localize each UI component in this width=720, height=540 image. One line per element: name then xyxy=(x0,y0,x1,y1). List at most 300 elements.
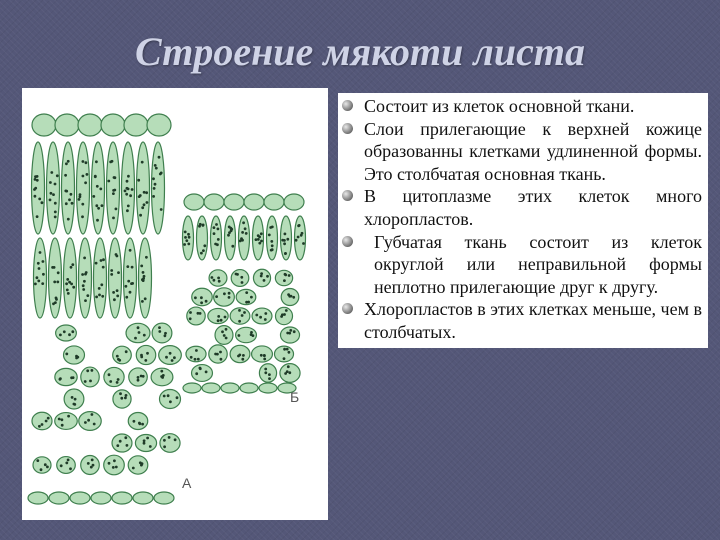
chloroplast-dot xyxy=(141,161,144,164)
chloroplast-dot xyxy=(117,378,120,381)
spongy-cell xyxy=(128,413,148,430)
chloroplast-dot xyxy=(199,223,202,226)
chloroplast-dot xyxy=(86,369,89,372)
chloroplast-dot xyxy=(52,193,55,196)
chloroplast-dot xyxy=(139,214,142,217)
chloroplast-dot xyxy=(108,373,111,376)
chloroplast-dot xyxy=(71,396,74,399)
chloroplast-dot xyxy=(49,199,52,202)
chloroplast-dot xyxy=(113,176,116,179)
chloroplast-dot xyxy=(171,359,174,362)
spongy-cell xyxy=(275,307,292,324)
chloroplast-dot xyxy=(37,262,40,265)
chloroplast-dot xyxy=(152,195,155,198)
chloroplast-dot xyxy=(129,249,132,252)
chloroplast-dot xyxy=(213,226,216,229)
chloroplast-dot xyxy=(264,371,267,374)
chloroplast-dot xyxy=(89,380,92,383)
chloroplast-dot xyxy=(98,287,101,290)
chloroplast-dot xyxy=(67,459,70,462)
chloroplast-dot xyxy=(110,273,113,276)
chloroplast-dot xyxy=(146,201,149,204)
epidermis-cell xyxy=(147,114,171,136)
chloroplast-dot xyxy=(301,232,304,235)
chloroplast-dot xyxy=(101,204,104,207)
spongy-cell xyxy=(187,307,205,325)
chloroplast-dot xyxy=(127,188,130,191)
chloroplast-dot xyxy=(197,312,200,315)
chloroplast-dot xyxy=(165,356,168,359)
leaf-mesophyll-illustration xyxy=(22,88,328,520)
chloroplast-dot xyxy=(81,203,84,206)
chloroplast-dot xyxy=(131,266,134,269)
spongy-cell xyxy=(81,456,100,475)
epidermis-cell xyxy=(240,383,258,393)
bullet-icon xyxy=(342,190,353,201)
chloroplast-dot xyxy=(285,309,288,312)
chloroplast-dot xyxy=(160,370,163,373)
spongy-cell xyxy=(259,364,276,383)
chloroplast-dot xyxy=(87,419,90,422)
chloroplast-dot xyxy=(92,464,95,467)
bullet-item xyxy=(364,231,702,299)
chloroplast-dot xyxy=(217,238,220,241)
chloroplast-dot xyxy=(224,316,227,319)
palisade-cell xyxy=(295,216,306,260)
leaf-section-drawing xyxy=(22,88,328,520)
chloroplast-dot xyxy=(238,320,241,323)
chloroplast-dot xyxy=(95,160,98,163)
chloroplast-dot xyxy=(263,354,266,357)
spongy-cell xyxy=(192,365,213,382)
palisade-cell xyxy=(107,142,120,234)
chloroplast-dot xyxy=(82,288,85,291)
chloroplast-dot xyxy=(79,193,82,196)
chloroplast-dot xyxy=(283,279,286,282)
chloroplast-dot xyxy=(126,209,129,212)
chloroplast-dot xyxy=(56,281,59,284)
chloroplast-dot xyxy=(264,312,267,315)
chloroplast-dot xyxy=(183,243,186,246)
chloroplast-dot xyxy=(71,202,74,205)
chloroplast-dot xyxy=(53,281,56,284)
chloroplast-dot xyxy=(142,277,145,280)
chloroplast-dot xyxy=(93,423,96,426)
chloroplast-dot xyxy=(42,260,45,263)
chloroplast-dot xyxy=(125,394,128,397)
chloroplast-dot xyxy=(65,162,68,165)
spongy-cell xyxy=(113,346,132,364)
chloroplast-dot xyxy=(266,275,269,278)
chloroplast-dot xyxy=(268,377,271,380)
epidermis-cell xyxy=(183,383,201,393)
chloroplast-dot xyxy=(169,400,172,403)
chloroplast-dot xyxy=(95,204,98,207)
chloroplast-dot xyxy=(142,271,145,274)
slide-title: Строение мякоти листа xyxy=(134,29,586,74)
chloroplast-dot xyxy=(84,380,87,383)
chloroplast-dot xyxy=(154,164,157,167)
chloroplast-dot xyxy=(41,201,44,204)
chloroplast-dot xyxy=(250,296,253,299)
chloroplast-dot xyxy=(292,296,295,299)
chloroplast-dot xyxy=(109,161,112,164)
chloroplast-dot xyxy=(239,240,242,243)
chloroplast-dot xyxy=(173,356,176,359)
chloroplast-dot xyxy=(250,331,253,334)
chloroplast-dot xyxy=(286,370,289,373)
chloroplast-dot xyxy=(54,183,57,186)
chloroplast-dot xyxy=(145,256,148,259)
chloroplast-dot xyxy=(169,352,172,355)
spongy-cell xyxy=(275,270,292,285)
bullet-list xyxy=(364,95,702,344)
chloroplast-dot xyxy=(95,296,98,299)
chloroplast-dot xyxy=(67,415,70,418)
chloroplast-dot xyxy=(199,367,202,370)
chloroplast-dot xyxy=(155,167,158,170)
chloroplast-dot xyxy=(47,417,50,420)
chloroplast-dot xyxy=(36,215,39,218)
chloroplast-dot xyxy=(66,278,69,281)
chloroplast-dot xyxy=(68,198,71,201)
chloroplast-dot xyxy=(138,331,141,334)
spongy-cell xyxy=(135,435,156,452)
chloroplast-dot xyxy=(188,236,191,239)
epidermis-cell xyxy=(221,383,239,393)
chloroplast-dot xyxy=(66,289,69,292)
chloroplast-dot xyxy=(302,242,305,245)
bullet-icon xyxy=(342,236,353,247)
epidermis-cell xyxy=(202,383,220,393)
chloroplast-dot xyxy=(72,286,75,289)
chloroplast-dot xyxy=(200,301,203,304)
chloroplast-dot xyxy=(131,188,134,191)
chloroplast-dot xyxy=(55,298,58,301)
epidermis-cell xyxy=(284,194,304,210)
chloroplast-dot xyxy=(231,245,234,248)
chloroplast-dot xyxy=(67,218,70,221)
chloroplast-dot xyxy=(116,355,119,358)
chloroplast-dot xyxy=(81,273,84,276)
chloroplast-dot xyxy=(290,295,293,298)
chloroplast-dot xyxy=(125,193,128,196)
chloroplast-dot xyxy=(218,280,221,283)
chloroplast-dot xyxy=(46,466,49,469)
bullet-text: В цитоплазме этих клеток много хлоропластов. xyxy=(364,186,702,229)
chloroplast-dot xyxy=(286,348,289,351)
chloroplast-dot xyxy=(140,354,143,357)
chloroplast-dot xyxy=(137,326,140,329)
chloroplast-dot xyxy=(137,179,140,182)
chloroplast-dot xyxy=(203,244,206,247)
chloroplast-dot xyxy=(112,192,115,195)
chloroplast-dot xyxy=(228,292,231,295)
chloroplast-dot xyxy=(115,208,118,211)
chloroplast-dot xyxy=(68,281,71,284)
chloroplast-dot xyxy=(120,397,123,400)
chloroplast-dot xyxy=(158,330,161,333)
chloroplast-dot xyxy=(270,240,273,243)
chloroplast-dot xyxy=(184,236,187,239)
chloroplast-dot xyxy=(115,466,118,469)
chloroplast-dot xyxy=(84,181,87,184)
chloroplast-dot xyxy=(149,445,152,448)
chloroplast-dot xyxy=(241,231,244,234)
palisade-cell xyxy=(77,142,90,234)
chloroplast-dot xyxy=(125,350,128,353)
chloroplast-dot xyxy=(230,229,233,232)
chloroplast-dot xyxy=(287,365,290,368)
chloroplast-dot xyxy=(82,284,85,287)
chloroplast-dot xyxy=(235,273,238,276)
bullet-item xyxy=(364,95,702,118)
chloroplast-dot xyxy=(241,358,244,361)
chloroplast-dot xyxy=(227,234,230,237)
chloroplast-dot xyxy=(283,242,286,245)
chloroplast-dot xyxy=(102,266,105,269)
chloroplast-dot xyxy=(50,192,53,195)
chloroplast-dot xyxy=(65,202,68,205)
spongy-cell xyxy=(252,346,273,362)
chloroplast-dot xyxy=(154,183,157,186)
chloroplast-dot xyxy=(237,355,240,358)
chloroplast-dot xyxy=(217,315,220,318)
chloroplast-dot xyxy=(197,358,200,361)
chloroplast-dot xyxy=(84,299,87,302)
chloroplast-dot xyxy=(36,276,39,279)
chloroplast-dot xyxy=(126,180,129,183)
chloroplast-dot xyxy=(34,283,37,286)
epidermis-cell xyxy=(78,114,102,136)
chloroplast-dot xyxy=(137,379,140,382)
chloroplast-dot xyxy=(116,295,119,298)
chloroplast-dot xyxy=(143,439,146,442)
chloroplast-dot xyxy=(205,371,208,374)
chloroplast-dot xyxy=(92,195,95,198)
chloroplast-dot xyxy=(139,194,142,197)
chloroplast-dot xyxy=(228,226,231,229)
epidermis-cell xyxy=(133,492,153,504)
chloroplast-dot xyxy=(264,318,267,321)
chloroplast-dot xyxy=(45,420,48,423)
epidermis-cell xyxy=(28,492,48,504)
chloroplast-dot xyxy=(215,295,218,298)
chloroplast-dot xyxy=(127,280,130,283)
palisade-cell xyxy=(49,238,62,318)
chloroplast-dot xyxy=(217,319,220,322)
chloroplast-dot xyxy=(110,269,113,272)
palisade-cell xyxy=(79,238,92,318)
chloroplast-dot xyxy=(160,208,163,211)
epidermis-cell xyxy=(244,194,264,210)
chloroplast-dot xyxy=(143,203,146,206)
chloroplast-dot xyxy=(160,375,163,378)
chloroplast-dot xyxy=(164,332,167,335)
chloroplast-dot xyxy=(54,202,57,205)
spongy-cell xyxy=(253,269,270,286)
chloroplast-dot xyxy=(112,189,115,192)
chloroplast-dot xyxy=(127,175,130,178)
chloroplast-dot xyxy=(260,275,263,278)
chloroplast-dot xyxy=(257,238,260,241)
chloroplast-dot xyxy=(243,311,246,314)
chloroplast-dot xyxy=(34,187,37,190)
chloroplast-dot xyxy=(259,316,262,319)
chloroplast-dot xyxy=(137,376,140,379)
chloroplast-dot xyxy=(217,228,220,231)
chloroplast-dot xyxy=(113,459,116,462)
chloroplast-dot xyxy=(168,436,171,439)
chloroplast-dot xyxy=(96,185,99,188)
epidermis-cell xyxy=(154,492,174,504)
chloroplast-dot xyxy=(263,279,266,282)
chloroplast-dot xyxy=(268,234,271,237)
chloroplast-dot xyxy=(260,354,263,357)
chloroplast-dot xyxy=(260,272,263,275)
spongy-cell xyxy=(57,457,76,474)
chloroplast-dot xyxy=(202,224,205,227)
chloroplast-dot xyxy=(132,467,135,470)
chloroplast-dot xyxy=(257,234,260,237)
chloroplast-dot xyxy=(117,271,120,274)
spongy-cell xyxy=(79,412,101,431)
chloroplast-dot xyxy=(65,462,68,465)
chloroplast-dot xyxy=(140,265,143,268)
chloroplast-dot xyxy=(211,276,214,279)
palisade-cell xyxy=(139,238,152,318)
chloroplast-dot xyxy=(70,266,73,269)
chloroplast-dot xyxy=(252,334,255,337)
chloroplast-dot xyxy=(116,381,119,384)
chloroplast-dot xyxy=(97,207,100,210)
chloroplast-dot xyxy=(174,438,177,441)
spongy-cell xyxy=(252,308,272,324)
chloroplast-dot xyxy=(287,293,290,296)
bullet-text-box xyxy=(338,93,708,348)
chloroplast-dot xyxy=(91,413,94,416)
chloroplast-dot xyxy=(195,349,198,352)
chloroplast-dot xyxy=(49,181,52,184)
chloroplast-dot xyxy=(78,198,81,201)
epidermis-cell xyxy=(204,194,224,210)
figure-label-b: Б xyxy=(290,389,300,405)
chloroplast-dot xyxy=(144,297,147,300)
chloroplast-dot xyxy=(38,425,41,428)
chloroplast-dot xyxy=(44,463,47,466)
chloroplast-dot xyxy=(245,301,248,304)
chloroplast-dot xyxy=(217,277,220,280)
chloroplast-dot xyxy=(219,351,222,354)
chloroplast-dot xyxy=(54,216,57,219)
chloroplast-dot xyxy=(288,274,291,277)
epidermis-cell xyxy=(101,114,125,136)
chloroplast-dot xyxy=(146,352,149,355)
chloroplast-dot xyxy=(100,259,103,262)
epidermis-cell xyxy=(112,492,132,504)
palisade-cell xyxy=(109,238,122,318)
chloroplast-dot xyxy=(101,295,104,298)
chloroplast-dot xyxy=(245,232,248,235)
chloroplast-dot xyxy=(119,440,122,443)
chloroplast-dot xyxy=(51,266,54,269)
bullet-item xyxy=(364,185,702,230)
palisade-cell xyxy=(32,142,45,234)
chloroplast-dot xyxy=(100,283,103,286)
chloroplast-dot xyxy=(86,294,89,297)
chloroplast-dot xyxy=(163,439,166,442)
chloroplast-dot xyxy=(143,191,146,194)
chloroplast-dot xyxy=(113,298,116,301)
chloroplast-dot xyxy=(289,329,292,332)
chloroplast-dot xyxy=(82,175,85,178)
chloroplast-dot xyxy=(244,227,247,230)
chloroplast-dot xyxy=(190,356,193,359)
chloroplast-dot xyxy=(269,226,272,229)
chloroplast-dot xyxy=(67,160,70,163)
chloroplast-dot xyxy=(205,300,208,303)
chloroplast-dot xyxy=(283,348,286,351)
chloroplast-dot xyxy=(281,239,284,242)
chloroplast-dot xyxy=(220,319,223,322)
chloroplast-dot xyxy=(125,285,128,288)
chloroplast-dot xyxy=(70,193,73,196)
chloroplast-dot xyxy=(69,467,72,470)
chloroplast-dot xyxy=(263,358,266,361)
chloroplast-dot xyxy=(126,444,129,447)
chloroplast-dot xyxy=(200,296,203,299)
chloroplast-dot xyxy=(73,403,76,406)
chloroplast-dot xyxy=(184,231,187,234)
spongy-cell xyxy=(33,457,51,473)
chloroplast-dot xyxy=(281,313,284,316)
chloroplast-dot xyxy=(202,249,205,252)
chloroplast-dot xyxy=(38,267,41,270)
chloroplast-dot xyxy=(255,238,258,241)
chloroplast-dot xyxy=(297,224,300,227)
chloroplast-dot xyxy=(238,334,241,337)
chloroplast-dot xyxy=(65,190,68,193)
chloroplast-dot xyxy=(56,174,59,177)
epidermis-cell xyxy=(264,194,284,210)
chloroplast-dot xyxy=(129,291,132,294)
chloroplast-dot xyxy=(87,462,90,465)
chloroplast-dot xyxy=(189,317,192,320)
chloroplast-dot xyxy=(83,280,86,283)
chloroplast-dot xyxy=(74,398,77,401)
chloroplast-dot xyxy=(42,273,45,276)
spongy-cell xyxy=(104,367,124,386)
palisade-cell xyxy=(47,142,60,234)
chloroplast-dot xyxy=(41,282,44,285)
chloroplast-dot xyxy=(283,357,286,360)
bullet-text: Слои прилегающие к верхней кожице образованны клетками удлиненной формы. Это столбчатая основная ткань. xyxy=(364,118,702,184)
chloroplast-dot xyxy=(116,255,119,258)
chloroplast-dot xyxy=(194,358,197,361)
chloroplast-dot xyxy=(146,437,149,440)
chloroplast-dot xyxy=(158,326,161,329)
chloroplast-dot xyxy=(112,291,115,294)
chloroplast-dot xyxy=(242,354,245,357)
chloroplast-dot xyxy=(159,173,162,176)
chloroplast-dot xyxy=(288,332,291,335)
chloroplast-dot xyxy=(238,309,241,312)
chloroplast-dot xyxy=(215,223,218,226)
chloroplast-dot xyxy=(240,276,243,279)
chloroplast-dot xyxy=(141,423,144,426)
chloroplast-dot xyxy=(94,175,97,178)
bullet-text: Состоит из клеток основной ткани. xyxy=(364,96,635,116)
